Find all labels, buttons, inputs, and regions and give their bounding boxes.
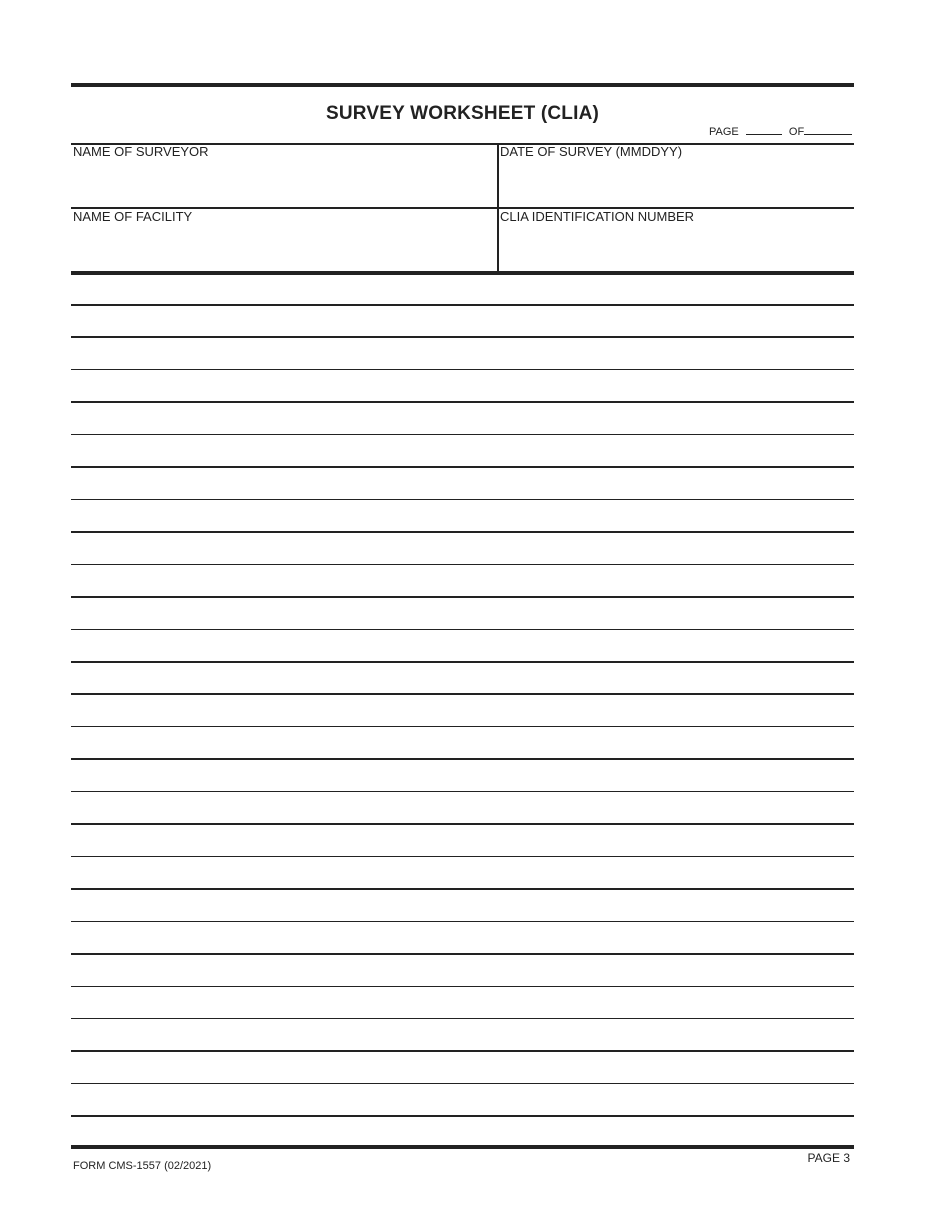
writing-line[interactable] bbox=[71, 531, 854, 533]
form-id: FORM CMS-1557 (02/2021) bbox=[73, 1160, 212, 1172]
total-pages-field[interactable] bbox=[804, 124, 852, 135]
writing-line[interactable] bbox=[71, 693, 854, 695]
page-label: PAGE bbox=[709, 126, 739, 138]
clia-id-field[interactable] bbox=[500, 231, 850, 269]
page-title: SURVEY WORKSHEET (CLIA) bbox=[325, 103, 600, 124]
writing-line[interactable] bbox=[71, 921, 854, 923]
writing-line[interactable] bbox=[71, 1115, 854, 1117]
page-number-field[interactable] bbox=[746, 124, 782, 135]
of-label: OF bbox=[788, 126, 805, 138]
writing-line[interactable] bbox=[71, 953, 854, 955]
writing-line[interactable] bbox=[71, 661, 854, 663]
writing-line[interactable] bbox=[71, 596, 854, 598]
writing-line[interactable] bbox=[71, 564, 854, 566]
page-of-indicator bbox=[709, 124, 852, 138]
writing-line[interactable] bbox=[71, 791, 854, 793]
writing-line[interactable] bbox=[71, 1083, 854, 1085]
surveyor-name-field[interactable] bbox=[73, 166, 493, 206]
writing-line[interactable] bbox=[71, 986, 854, 988]
writing-line[interactable] bbox=[71, 499, 854, 501]
writing-line[interactable] bbox=[71, 758, 854, 760]
writing-line[interactable] bbox=[71, 401, 854, 403]
writing-line[interactable] bbox=[71, 629, 854, 631]
writing-line[interactable] bbox=[71, 434, 854, 436]
survey-date-field[interactable] bbox=[500, 166, 850, 206]
page-number: PAGE 3 bbox=[807, 1151, 850, 1165]
bottom-rule bbox=[71, 1145, 854, 1149]
writing-line[interactable] bbox=[71, 856, 854, 858]
surveyor-name-label: NAME OF SURVEYOR bbox=[73, 144, 209, 159]
writing-line[interactable] bbox=[71, 1018, 854, 1020]
writing-line[interactable] bbox=[71, 466, 854, 468]
writing-line[interactable] bbox=[71, 1050, 854, 1052]
facility-name-field[interactable] bbox=[73, 231, 493, 269]
writing-line[interactable] bbox=[71, 369, 854, 371]
writing-line[interactable] bbox=[71, 726, 854, 728]
clia-id-label: CLIA IDENTIFICATION NUMBER bbox=[500, 209, 695, 224]
survey-date-label: DATE OF SURVEY (MMDDYY) bbox=[500, 144, 683, 159]
writing-line[interactable] bbox=[71, 304, 854, 306]
field-grid-bottom-rule bbox=[71, 271, 854, 275]
writing-line[interactable] bbox=[71, 888, 854, 890]
top-rule bbox=[71, 83, 854, 87]
writing-line[interactable] bbox=[71, 336, 854, 338]
facility-name-label: NAME OF FACILITY bbox=[73, 209, 193, 224]
writing-line[interactable] bbox=[71, 823, 854, 825]
